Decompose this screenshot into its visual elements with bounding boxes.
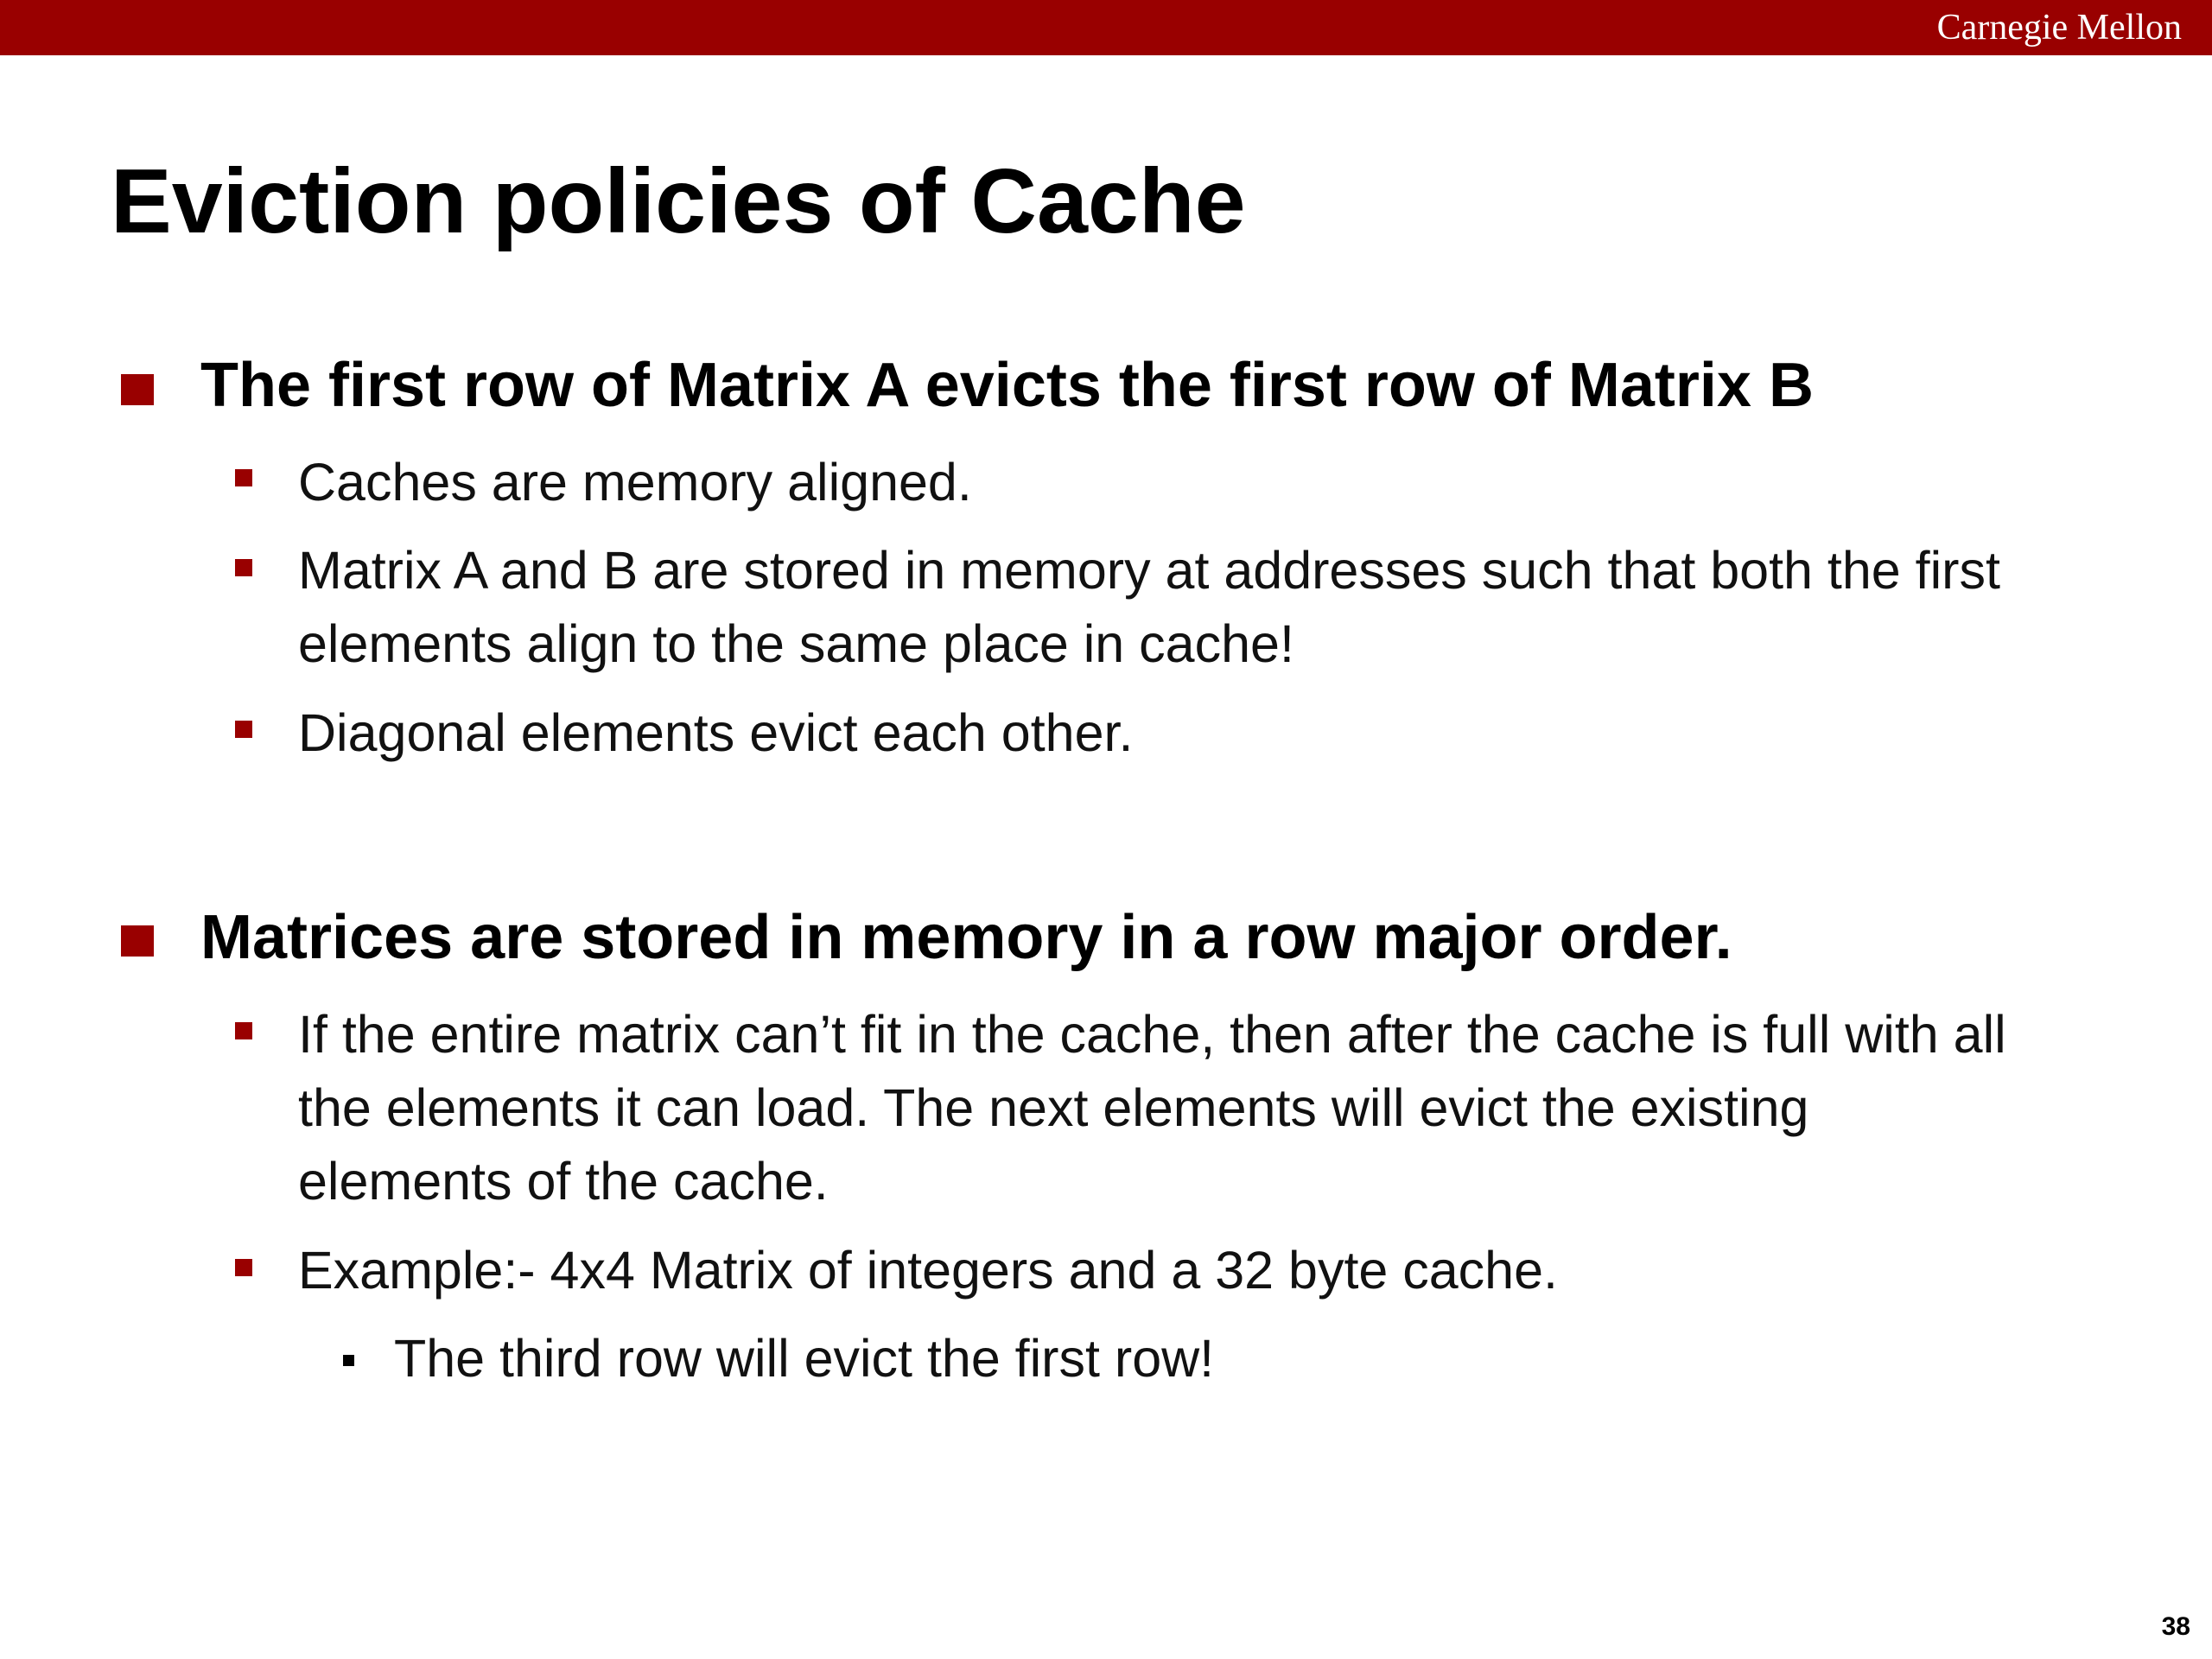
- sub-sub-bullet-square-icon: [343, 1355, 354, 1366]
- bullet-square-icon: [121, 925, 154, 957]
- bullet-square-icon: [121, 374, 154, 405]
- sub-bullet-square-icon: [235, 721, 252, 738]
- sub-bullet-square-icon: [235, 469, 252, 486]
- sub-bullet-square-icon: [235, 1259, 252, 1276]
- slide-title: Eviction policies of Cache: [111, 150, 1246, 252]
- header-bar: [0, 0, 2212, 55]
- institution-name: Carnegie Mellon: [1936, 8, 2182, 48]
- sub-bullet-item: If the entire matrix can’t fit in the cache, then after the cache is full with all the elements it can load. The next elements will evict the existing elements of the cache.: [298, 1005, 2006, 1211]
- sub-sub-bullet-item: The third row will evict the first row!: [394, 1329, 1215, 1388]
- sub-bullet-square-icon: [235, 559, 252, 576]
- page-number: 38: [2161, 1612, 2190, 1641]
- bullet-level1: Matrices are stored in memory in a row major order.: [200, 903, 1732, 972]
- sub-bullet-item: Example:- 4x4 Matrix of integers and a 32 byte cache.: [298, 1241, 1558, 1300]
- sub-bullet-square-icon: [235, 1022, 252, 1039]
- bullet-level1: The first row of Matrix A evicts the first row of Matrix B: [200, 351, 1814, 420]
- sub-bullet-item: Diagonal elements evict each other.: [298, 703, 1134, 762]
- sub-bullet-item: Caches are memory aligned.: [298, 453, 972, 512]
- sub-bullet-item: Matrix A and B are stored in memory at addresses such that both the first elements align to the same place in cache!: [298, 541, 2000, 673]
